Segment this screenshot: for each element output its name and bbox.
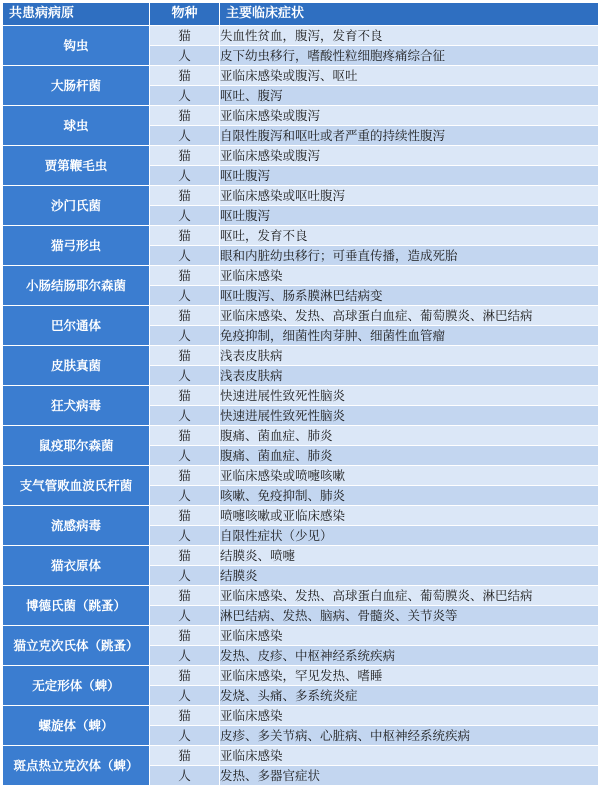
pathogen-cell: 球虫 (3, 106, 150, 146)
species-cell-cat: 猫 (150, 346, 220, 366)
pathogen-cell: 巴尔通体 (3, 306, 150, 346)
pathogen-cell: 小肠结肠耶尔森菌 (3, 266, 150, 306)
symptom-cell-cat: 亚临床感染或喷嚏咳嗽 (220, 466, 599, 486)
species-cell-human: 人 (150, 126, 220, 146)
symptom-cell-cat: 亚临床感染或腹泻、呕吐 (220, 66, 599, 86)
table-row-cat (3, 106, 599, 126)
table-row-cat (3, 386, 599, 406)
symptom-cell-cat: 喷嚏咳嗽或亚临床感染 (220, 506, 599, 526)
symptom-cell-human: 免疫抑制，细菌性肉芽肿、细菌性血管瘤 (220, 326, 599, 346)
table-row-cat (3, 466, 599, 486)
symptom-cell-human: 呕吐、腹泻 (220, 86, 599, 106)
symptom-cell-cat: 亚临床感染、发热、高球蛋白血症、葡萄膜炎、淋巴结病 (220, 586, 599, 606)
table-body (3, 26, 599, 786)
symptom-cell-cat: 浅表皮肤病 (220, 346, 599, 366)
species-cell-human: 人 (150, 686, 220, 706)
pathogen-cell: 皮肤真菌 (3, 346, 150, 386)
species-cell-human: 人 (150, 86, 220, 106)
pathogen-cell: 博德氏菌（跳蚤） (3, 586, 150, 626)
species-cell-human: 人 (150, 366, 220, 386)
symptom-cell-cat: 失血性贫血，腹泻，发育不良 (220, 26, 599, 46)
symptom-cell-human: 结膜炎 (220, 566, 599, 586)
species-cell-human: 人 (150, 286, 220, 306)
symptom-cell-human: 发烧、头痛、多系统炎症 (220, 686, 599, 706)
species-cell-human: 人 (150, 526, 220, 546)
table-row-cat (3, 306, 599, 326)
zoonosis-table (2, 2, 599, 786)
species-cell-human: 人 (150, 246, 220, 266)
pathogen-cell: 钩虫 (3, 26, 150, 66)
species-cell-human: 人 (150, 646, 220, 666)
species-cell-cat: 猫 (150, 546, 220, 566)
pathogen-cell: 斑点热立克次体（蜱） (3, 746, 150, 786)
symptom-cell-human: 淋巴结病、发热、脑病、骨髓炎、关节炎等 (220, 606, 599, 626)
symptom-cell-human: 浅表皮肤病 (220, 366, 599, 386)
species-cell-cat: 猫 (150, 386, 220, 406)
symptom-cell-human: 发热、皮疹、中枢神经系统疾病 (220, 646, 599, 666)
symptom-cell-human: 自限性症状（少见） (220, 526, 599, 546)
symptom-cell-cat: 亚临床感染，罕见发热、嗜睡 (220, 666, 599, 686)
table-row-cat (3, 226, 599, 246)
table-row-cat (3, 186, 599, 206)
pathogen-cell: 猫弓形虫 (3, 226, 150, 266)
symptom-cell-human: 发热、多器官症状 (220, 766, 599, 786)
table-row-cat (3, 546, 599, 566)
pathogen-cell: 鼠疫耶尔森菌 (3, 426, 150, 466)
species-cell-cat: 猫 (150, 186, 220, 206)
header-species: 物种 (150, 3, 220, 26)
header-pathogen: 共患病病原 (3, 3, 150, 26)
species-cell-cat: 猫 (150, 266, 220, 286)
symptom-cell-cat: 结膜炎、喷嚏 (220, 546, 599, 566)
species-cell-human: 人 (150, 166, 220, 186)
species-cell-human: 人 (150, 766, 220, 786)
species-cell-cat: 猫 (150, 706, 220, 726)
table-row-cat (3, 426, 599, 446)
symptom-cell-cat: 亚临床感染 (220, 266, 599, 286)
symptom-cell-cat: 亚临床感染 (220, 746, 599, 766)
symptom-cell-cat: 快速进展性致死性脑炎 (220, 386, 599, 406)
pathogen-cell: 沙门氏菌 (3, 186, 150, 226)
species-cell-cat: 猫 (150, 626, 220, 646)
species-cell-cat: 猫 (150, 226, 220, 246)
symptom-cell-human: 咳嗽、免疫抑制、肺炎 (220, 486, 599, 506)
symptom-cell-cat: 亚临床感染或腹泻 (220, 146, 599, 166)
table-row-cat (3, 626, 599, 646)
pathogen-cell: 流感病毒 (3, 506, 150, 546)
symptom-cell-cat: 亚临床感染或呕吐腹泻 (220, 186, 599, 206)
pathogen-cell: 大肠杆菌 (3, 66, 150, 106)
pathogen-cell: 支气管败血波氏杆菌 (3, 466, 150, 506)
species-cell-cat: 猫 (150, 106, 220, 126)
table-row-cat (3, 66, 599, 86)
species-cell-human: 人 (150, 486, 220, 506)
symptom-cell-human: 眼和内脏幼虫移行；可垂直传播，造成死胎 (220, 246, 599, 266)
symptom-cell-human: 皮疹、多关节病、心脏病、中枢神经系统疾病 (220, 726, 599, 746)
species-cell-cat: 猫 (150, 586, 220, 606)
symptom-cell-cat: 呕吐，发育不良 (220, 226, 599, 246)
pathogen-cell: 猫立克次氏体（跳蚤） (3, 626, 150, 666)
pathogen-cell: 猫衣原体 (3, 546, 150, 586)
table-row-cat (3, 266, 599, 286)
symptom-cell-cat: 亚临床感染 (220, 626, 599, 646)
table-row-cat (3, 666, 599, 686)
symptom-cell-human: 呕吐腹泻、肠系膜淋巴结病变 (220, 286, 599, 306)
pathogen-cell: 无定形体（蜱） (3, 666, 150, 706)
species-cell-cat: 猫 (150, 666, 220, 686)
species-cell-cat: 猫 (150, 306, 220, 326)
symptom-cell-cat: 腹痛、菌血症、肺炎 (220, 426, 599, 446)
species-cell-human: 人 (150, 606, 220, 626)
species-cell-cat: 猫 (150, 146, 220, 166)
species-cell-human: 人 (150, 566, 220, 586)
pathogen-cell: 狂犬病毒 (3, 386, 150, 426)
table-row-cat (3, 506, 599, 526)
table-row-cat (3, 586, 599, 606)
symptom-cell-human: 呕吐腹泻 (220, 166, 599, 186)
symptom-cell-cat: 亚临床感染、发热、高球蛋白血症、葡萄膜炎、淋巴结病 (220, 306, 599, 326)
species-cell-human: 人 (150, 406, 220, 426)
table-row-cat (3, 346, 599, 366)
symptom-cell-human: 快速进展性致死性脑炎 (220, 406, 599, 426)
species-cell-cat: 猫 (150, 426, 220, 446)
symptom-cell-human: 腹痛、菌血症、肺炎 (220, 446, 599, 466)
table-row-cat (3, 706, 599, 726)
symptom-cell-cat: 亚临床感染或腹泻 (220, 106, 599, 126)
species-cell-human: 人 (150, 46, 220, 66)
table-row-cat (3, 26, 599, 46)
symptom-cell-human: 皮下幼虫移行，嗜酸性粒细胞疼痛综合征 (220, 46, 599, 66)
header-symptoms: 主要临床症状 (220, 3, 599, 26)
species-cell-cat: 猫 (150, 506, 220, 526)
symptom-cell-human: 呕吐腹泻 (220, 206, 599, 226)
species-cell-cat: 猫 (150, 66, 220, 86)
species-cell-cat: 猫 (150, 746, 220, 766)
table-row-cat (3, 746, 599, 766)
species-cell-human: 人 (150, 206, 220, 226)
symptom-cell-human: 自限性腹泻和呕吐或者严重的持续性腹泻 (220, 126, 599, 146)
species-cell-human: 人 (150, 726, 220, 746)
species-cell-cat: 猫 (150, 466, 220, 486)
symptom-cell-cat: 亚临床感染 (220, 706, 599, 726)
table-header-row (3, 3, 599, 26)
species-cell-human: 人 (150, 326, 220, 346)
pathogen-cell: 螺旋体（蜱） (3, 706, 150, 746)
table-row-cat (3, 146, 599, 166)
pathogen-cell: 贾第鞭毛虫 (3, 146, 150, 186)
species-cell-human: 人 (150, 446, 220, 466)
species-cell-cat: 猫 (150, 26, 220, 46)
